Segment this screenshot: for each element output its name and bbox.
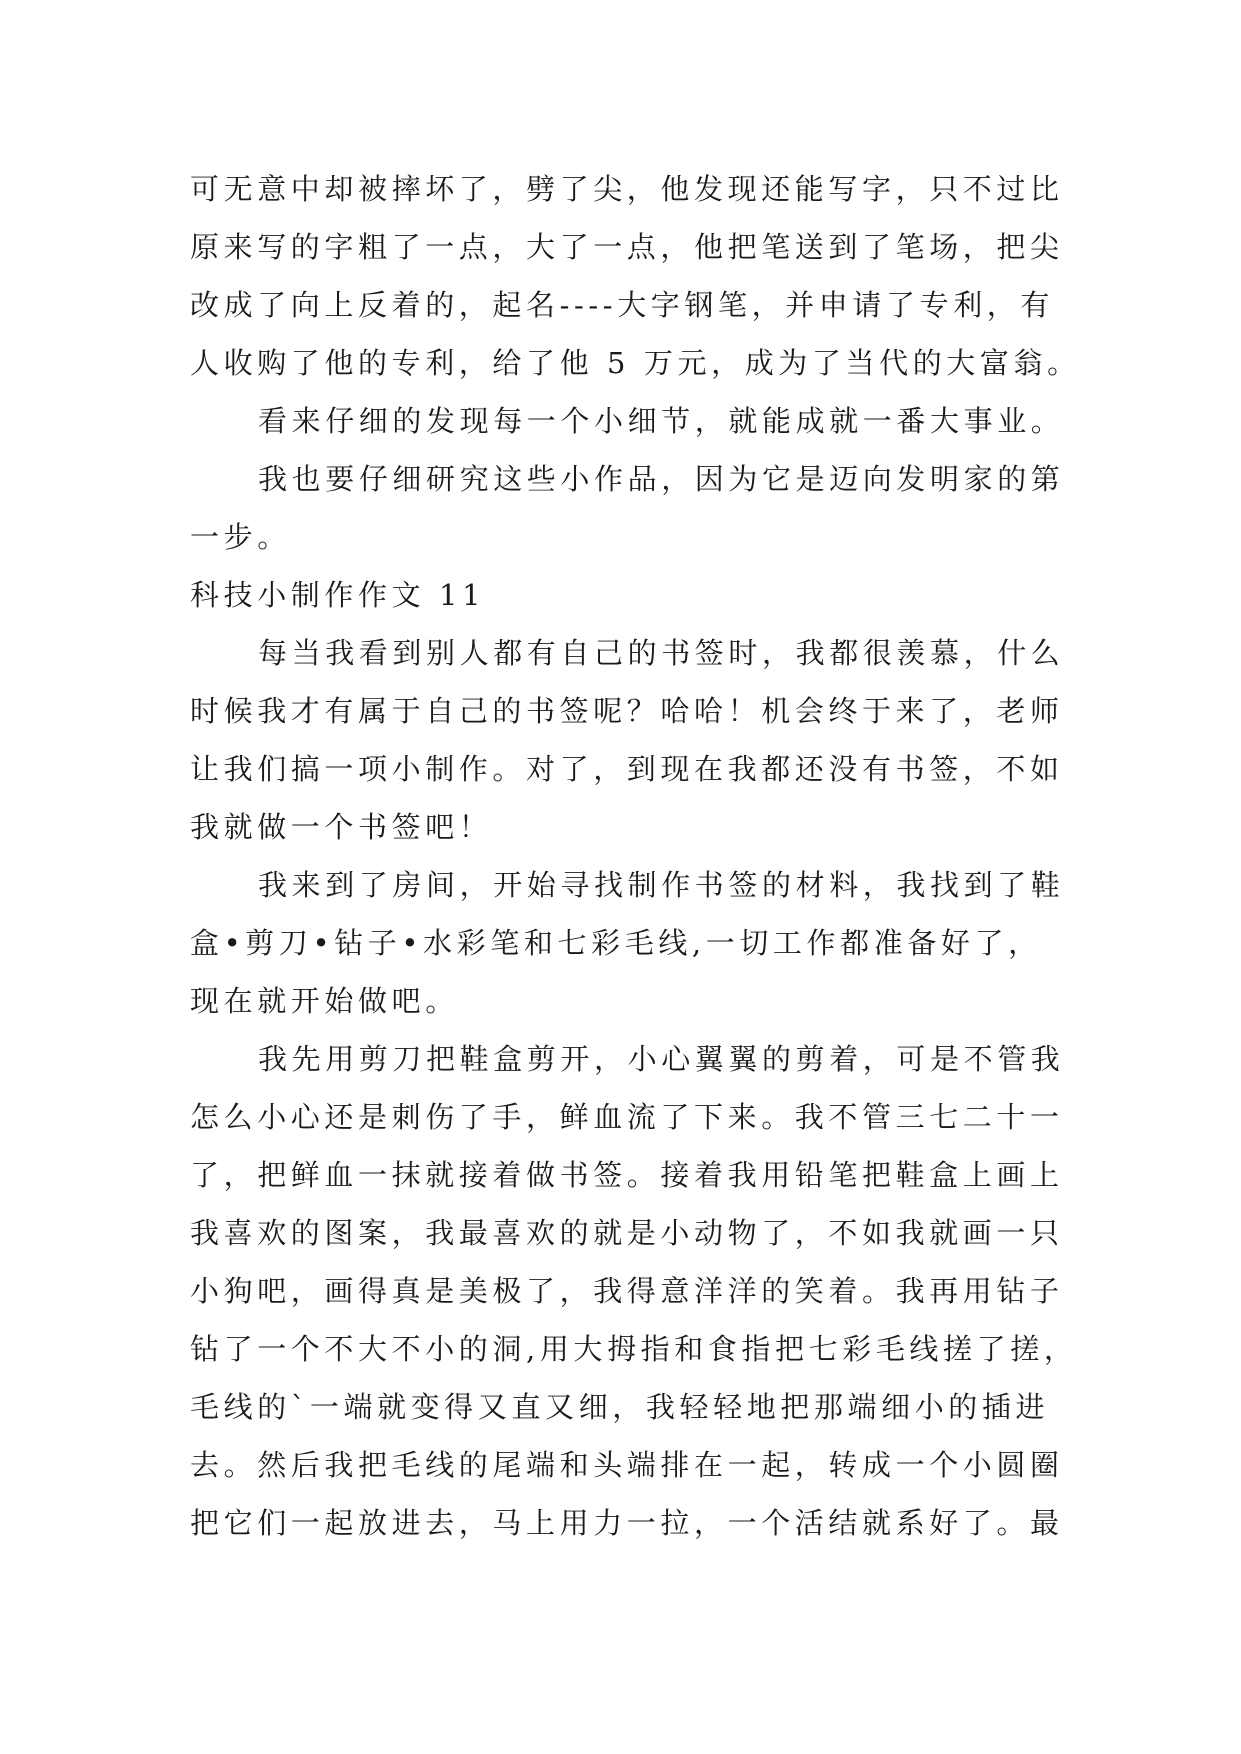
paragraph-first-line: 我也要仔细研究这些小作品，因为它是迈向发明家的第 [258, 462, 1065, 496]
text-line: 现在就开始做吧。 [190, 984, 459, 1018]
text-line: 了，把鲜血一抹就接着做书签。接着我用铅笔把鞋盒上画上 [190, 1158, 1064, 1192]
text-line: 让我们搞一项小制作。对了，到现在我都还没有书签，不如 [190, 752, 1064, 786]
text-line: 原来写的字粗了一点，大了一点，他把笔送到了笔场，把尖 [190, 230, 1064, 264]
text-line: 毛线的`一端就变得又直又细，我轻轻地把那端细小的插进 [190, 1390, 1050, 1424]
text-line: 盒•剪刀•钻子•水彩笔和七彩毛线,一切工作都准备好了， [190, 926, 1042, 960]
text-line: 把它们一起放进去，马上用力一拉，一个活结就系好了。最 [190, 1506, 1064, 1540]
paragraph-first-line: 看来仔细的发现每一个小细节，就能成就一番大事业。 [258, 404, 1065, 438]
text-line: 钻了一个不大不小的洞,用大拇指和食指把七彩毛线搓了搓， [190, 1332, 1078, 1366]
paragraph-first-line: 我先用剪刀把鞋盒剪开，小心翼翼的剪着，可是不管我 [258, 1042, 1065, 1076]
text-line: 我喜欢的图案，我最喜欢的就是小动物了，不如我就画一只 [190, 1216, 1064, 1250]
section-heading: 科技小制作作文 11 [190, 578, 486, 612]
document-body [190, 160, 1081, 1552]
text-line: 改成了向上反着的，起名----大字钢笔，并申请了专利，有 [190, 288, 1054, 322]
text-line: 人收购了他的专利，给了他 5 万元，成为了当代的大富翁。 [190, 346, 1081, 380]
paragraph-first-line: 我来到了房间，开始寻找制作书签的材料，我找到了鞋 [258, 868, 1065, 902]
text-line: 去。然后我把毛线的尾端和头端排在一起，转成一个小圆圈 [190, 1448, 1064, 1482]
text-line: 可无意中却被摔坏了，劈了尖，他发现还能写字，只不过比 [190, 172, 1064, 206]
text-line: 怎么小心还是刺伤了手，鲜血流了下来。我不管三七二十一 [190, 1100, 1064, 1134]
text-line: 一步。 [190, 520, 291, 554]
text-line: 我就做一个书签吧！ [190, 810, 493, 844]
paragraph-first-line: 每当我看到别人都有自己的书签时，我都很羡慕，什么 [258, 636, 1065, 670]
text-line: 时候我才有属于自己的书签呢？哈哈！机会终于来了，老师 [190, 694, 1064, 728]
text-line: 小狗吧，画得真是美极了，我得意洋洋的笑着。我再用钻子 [190, 1274, 1064, 1308]
